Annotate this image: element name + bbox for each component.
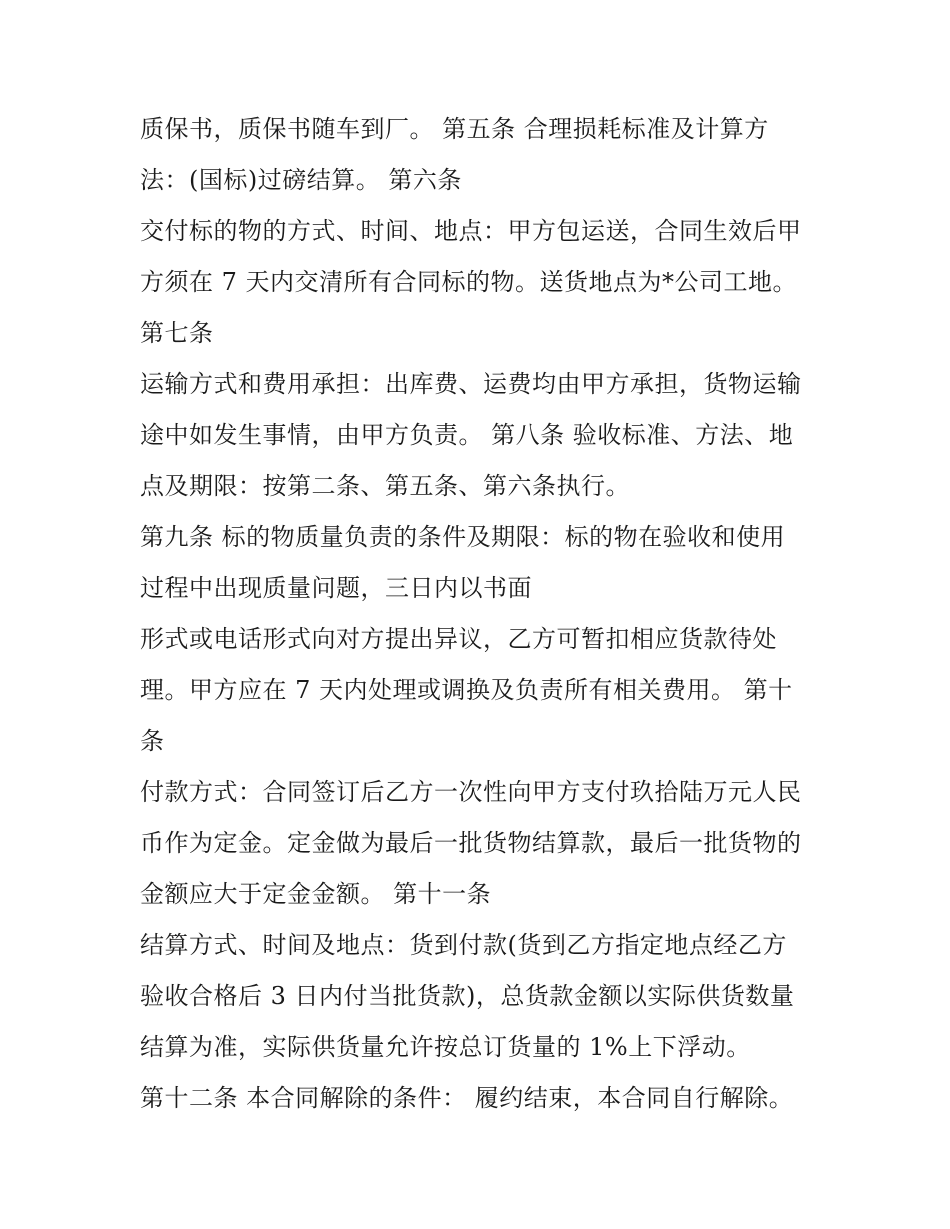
text-line: 结算为准，实际供货量允许按总订货量的 1%上下浮动。 bbox=[140, 1033, 751, 1061]
text-line: 第九条 标的物质量负责的条件及期限：标的物在验收和使用 bbox=[140, 523, 786, 551]
text-line: 途中如发生事情，由甲方负责。 第八条 验收标准、方法、地 bbox=[140, 421, 794, 449]
text-line: 形式或电话形式向对方提出异议，乙方可暂扣相应货款待处 bbox=[140, 625, 777, 653]
text-line: 币作为定金。定金做为最后一批货物结算款，最后一批货物的 bbox=[140, 829, 802, 857]
text-line: 点及期限：按第二条、第五条、第六条执行。 bbox=[140, 472, 630, 500]
text-line: 法：(国标)过磅结算。 第六条 bbox=[140, 166, 462, 194]
text-line: 第七条 bbox=[140, 319, 214, 347]
text-line: 结算方式、时间及地点：货到付款(货到乙方指定地点经乙方 bbox=[140, 931, 787, 959]
text-line: 付款方式：合同签订后乙方一次性向甲方支付玖拾陆万元人民 bbox=[140, 778, 802, 806]
text-line: 方须在 7 天内交清所有合同标的物。送货地点为*公司工地。 bbox=[140, 268, 798, 296]
text-line: 交付标的物的方式、时间、地点：甲方包运送，合同生效后甲 bbox=[140, 217, 802, 245]
text-line: 过程中出现质量问题，三日内以书面 bbox=[140, 574, 532, 602]
text-line: 验收合格后 3 日内付当批货款)，总货款金额以实际供货数量 bbox=[140, 982, 795, 1010]
text-line: 第十二条 本合同解除的条件： 履约结束，本合同自行解除。 bbox=[140, 1084, 794, 1112]
text-line: 条 bbox=[140, 727, 165, 755]
text-line: 金额应大于定金金额。 第十一条 bbox=[140, 880, 492, 908]
text-line: 理。甲方应在 7 天内处理或调换及负责所有相关费用。 第十 bbox=[140, 676, 793, 704]
contract-text bbox=[140, 104, 840, 1124]
text-line: 质保书，质保书随车到厂。 第五条 合理损耗标准及计算方 bbox=[140, 115, 769, 143]
text-line: 运输方式和费用承担：出库费、运费均由甲方承担，货物运输 bbox=[140, 370, 802, 398]
